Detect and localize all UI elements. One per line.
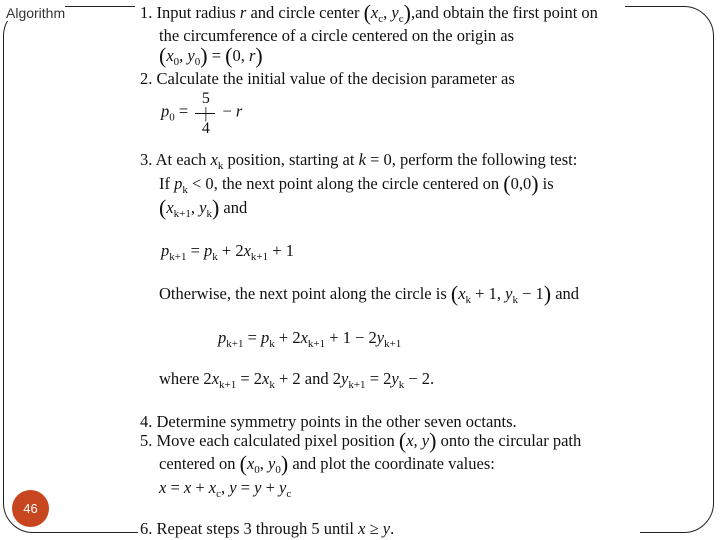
math-variable: p — [161, 101, 170, 121]
subscript: k — [269, 338, 275, 350]
text-segment: 3. At each — [140, 150, 211, 169]
text-segment: = — [207, 46, 226, 65]
subscript: k — [212, 251, 218, 263]
step-line — [140, 0, 598, 25]
text-segment: − 1 — [517, 284, 544, 303]
parenthesis: ( — [450, 281, 459, 306]
text-segment: onto the circular path — [436, 431, 582, 450]
math-variable: x, y — [406, 431, 430, 450]
parenthesis: ( — [398, 428, 407, 453]
subscript: k — [269, 379, 275, 391]
math-variable: p — [174, 174, 183, 193]
text-segment: 5. Move each calculated pixel position — [140, 431, 399, 450]
text-segment: and plot the coordinate values: — [288, 454, 495, 473]
text-segment: + 2 — [217, 241, 244, 260]
text-segment: < 0 — [187, 174, 214, 193]
subscript: 0 — [254, 464, 260, 476]
subscript: 0 — [173, 56, 180, 68]
text-segment: 6. Repeat steps 3 through 5 until — [140, 519, 359, 538]
math-variable: y — [391, 369, 399, 388]
text-segment: − 2. — [404, 369, 435, 388]
step-line — [140, 428, 582, 453]
math-variable: y — [199, 198, 207, 217]
math-variable: y — [187, 46, 195, 65]
math-variable: p — [261, 328, 270, 347]
parenthesis: ) — [403, 0, 411, 25]
subscript: k — [206, 208, 212, 220]
math-variable: r — [239, 3, 247, 22]
text-segment: the circumference of a circle centered on the origin as — [159, 26, 515, 45]
subscript: k — [217, 160, 224, 172]
math-variable: x — [183, 478, 192, 497]
math-variable: p — [218, 328, 227, 347]
math-variable: y — [341, 369, 349, 388]
math-variable: x — [300, 328, 308, 347]
math-variable: p — [204, 241, 213, 260]
text-segment: ≥ — [365, 519, 383, 538]
parenthesis: ) — [280, 451, 289, 476]
text-segment: , — [221, 478, 230, 497]
subscript: 0 — [169, 111, 175, 124]
math-variable: r — [235, 101, 243, 121]
text-segment: , the next point along the circle centered on — [213, 174, 504, 193]
step-line — [161, 90, 242, 135]
text-segment: = 0 — [365, 150, 392, 169]
step-line — [140, 150, 577, 170]
step-line — [159, 281, 580, 306]
text-segment: + 2 — [274, 328, 301, 347]
subscript: k+1 — [219, 379, 237, 391]
text-segment: = 2 — [365, 369, 392, 388]
page-number-badge: 46 — [12, 490, 49, 527]
parenthesis: ) — [543, 281, 552, 306]
subscript: 0 — [275, 464, 281, 476]
step-line — [161, 241, 294, 261]
step-line — [159, 369, 434, 389]
subscript: k — [512, 294, 518, 306]
text-segment: , — [190, 198, 200, 217]
text-segment: 0,0 — [510, 174, 532, 193]
text-segment: position, starting at — [223, 150, 359, 169]
math-variable: y — [382, 519, 391, 538]
text-segment: is — [538, 174, 554, 193]
parenthesis: ( — [363, 0, 371, 25]
text-segment: and — [219, 198, 248, 217]
step-line — [159, 195, 248, 220]
step-line — [218, 328, 401, 348]
text-segment: = — [236, 478, 255, 497]
math-variable: x — [166, 198, 174, 217]
parenthesis: ( — [159, 195, 167, 220]
subscript: k+1 — [384, 338, 402, 350]
fraction: 5|4 — [197, 90, 215, 135]
subscript: c — [216, 488, 221, 500]
subscript: k+1 — [348, 379, 366, 391]
text-segment: 0, — [232, 46, 249, 65]
text-segment: , — [179, 46, 188, 65]
math-variable: x — [210, 150, 218, 169]
text-segment: = 2 — [236, 369, 263, 388]
math-variable: k — [358, 150, 366, 169]
step-line — [140, 69, 515, 89]
text-segment: . — [390, 519, 395, 538]
parenthesis: ) — [200, 43, 208, 68]
text-segment: , — [259, 454, 269, 473]
text-segment: + — [261, 478, 280, 497]
text-segment: − — [218, 101, 236, 121]
math-variable: x — [370, 3, 379, 22]
math-variable: y — [279, 478, 287, 497]
step-line — [159, 171, 554, 196]
step-line — [159, 451, 495, 476]
text-segment: and — [551, 284, 580, 303]
text-segment: 1. Input radius — [140, 3, 240, 22]
parenthesis: ) — [255, 43, 263, 68]
subscript: k+1 — [226, 338, 244, 350]
step-line — [140, 412, 517, 432]
text-segment: , — [383, 3, 392, 22]
math-variable: y — [505, 284, 513, 303]
text-segment: + 2 and 2 — [274, 369, 342, 388]
slide-title: Algorithm — [6, 5, 66, 21]
text-segment: , perform the following test: — [391, 150, 578, 169]
parenthesis: ( — [159, 43, 167, 68]
math-variable: x — [262, 369, 270, 388]
text-segment: + 1 − 2 — [325, 328, 377, 347]
step-line — [140, 519, 394, 539]
parenthesis: ) — [429, 428, 437, 453]
subscript: c — [286, 488, 292, 500]
text-segment: centered on — [159, 454, 240, 473]
subscript: k — [398, 379, 405, 391]
subscript: k+1 — [173, 208, 191, 220]
parenthesis: ( — [225, 43, 233, 68]
math-variable: r — [248, 46, 256, 65]
text-segment: 2. Calculate the initial value of the decision parameter as — [140, 69, 515, 88]
math-variable: x — [458, 284, 466, 303]
subscript: c — [398, 13, 404, 25]
text-segment: ,and obtain the first point on — [410, 3, 598, 22]
math-variable: y — [254, 478, 262, 497]
subscript: c — [378, 13, 384, 25]
text-segment: + 1, — [471, 284, 506, 303]
text-segment: and circle center — [246, 3, 364, 22]
subscript: k+1 — [307, 338, 326, 350]
subscript: k — [182, 184, 188, 196]
math-variable: x — [246, 454, 255, 473]
math-variable: x — [166, 46, 174, 65]
text-segment: = — [243, 328, 262, 347]
text-segment: = — [166, 478, 184, 497]
math-variable: y — [376, 328, 385, 347]
text-segment: = — [186, 241, 205, 260]
math-variable: x — [159, 478, 167, 497]
math-variable: y — [391, 3, 399, 22]
subscript: k+1 — [169, 251, 187, 263]
parenthesis: ) — [211, 195, 220, 220]
math-variable: p — [161, 241, 170, 260]
step-line — [159, 478, 291, 498]
parenthesis: ( — [239, 451, 247, 476]
text-segment: If — [159, 174, 175, 193]
text-segment: 4. Determine symmetry points in the other seven octants. — [140, 412, 517, 431]
step-line — [159, 43, 263, 68]
text-segment: where 2 — [159, 369, 212, 388]
subscript: k+1 — [250, 251, 269, 263]
math-variable: x — [208, 478, 217, 497]
parenthesis: ) — [531, 171, 539, 196]
text-segment: = — [174, 101, 193, 121]
parenthesis: ( — [503, 171, 511, 196]
step-line — [159, 26, 514, 46]
subscript: k — [465, 294, 472, 306]
math-variable: x — [243, 241, 251, 260]
subscript: 0 — [194, 56, 201, 68]
text-segment: + — [191, 478, 209, 497]
math-variable: x — [211, 369, 220, 388]
text-segment: + 1 — [268, 241, 294, 260]
math-variable: y — [268, 454, 276, 473]
math-variable: x — [358, 519, 366, 538]
math-variable: y — [229, 478, 237, 497]
text-segment: Otherwise, the next point along the circle is — [159, 284, 451, 303]
